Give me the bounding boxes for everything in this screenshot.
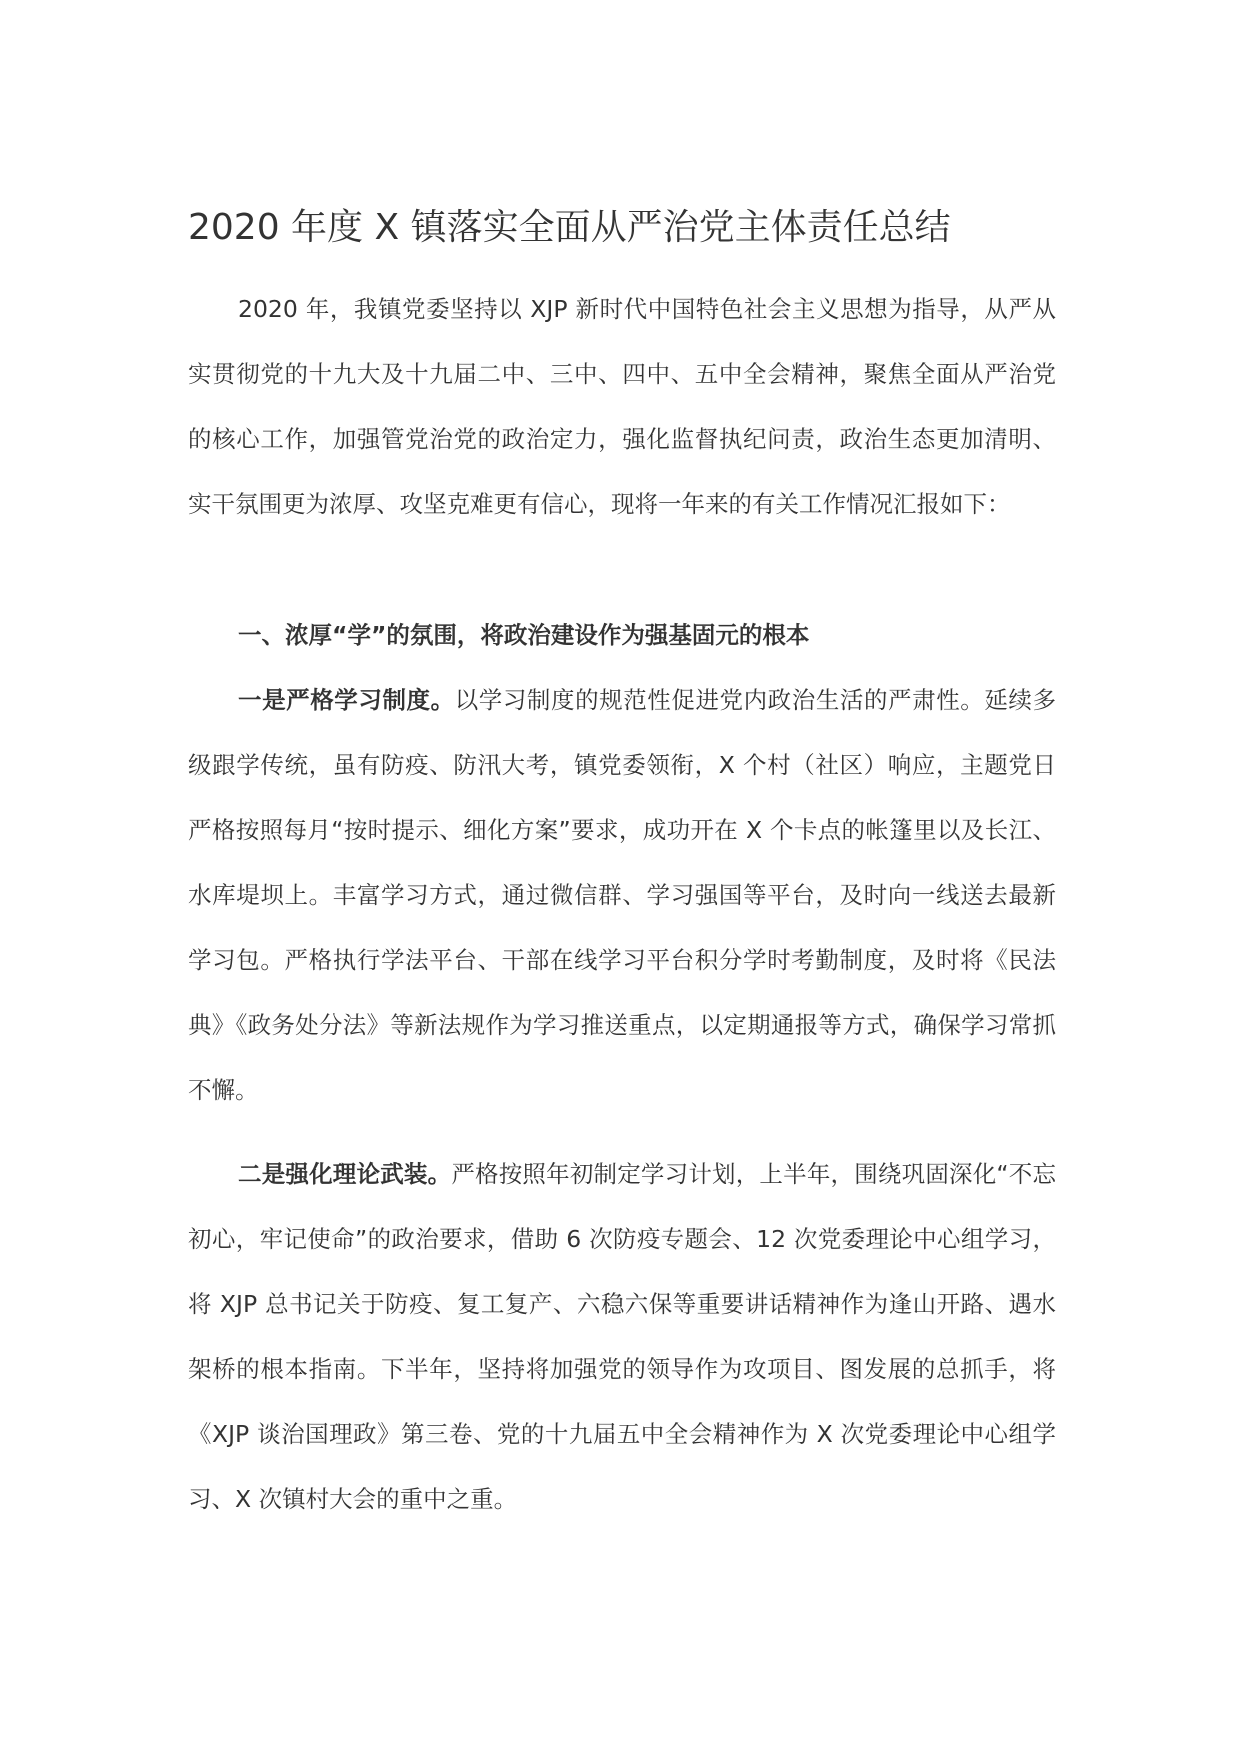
paragraph-strict-study-system [188, 668, 1056, 1123]
paragraph-body: 严格按照年初制定学习计划，上半年，围绕巩固深化“不忘初心，牢记使命”的政治要求，借助 6 次防疫专题会、12 次党委理论中心组学习，将 XJP 总书记关于防疫、复工复产、六稳六保等重要讲话精神作为逢山开路、遇水架桥的根本指南。下半年，坚持将加强党的领导作为攻项目、图发展的总抓手，将《XJP 谈治国理政》第三卷、党的十九届五中全会精神作为 X 次党委理论中心组学习、X 次镇村大会的重中之重。 [188, 1160, 1056, 1513]
paragraph-theory-armament [188, 1142, 1056, 1532]
paragraph-lead: 二是强化理论武装。 [238, 1160, 452, 1188]
paragraph-body: 以学习制度的规范性促进党内政治生活的严肃性。延续多级跟学传统，虽有防疫、防汛大考，镇党委领衔，X 个村（社区）响应，主题党日严格按照每月“按时提示、细化方案”要求，成功开在 X 个卡点的帐篷里以及长江、水库堤坝上。丰富学习方式，通过微信群、学习强国等平台，及时向一线送去最新学习包。严格执行学法平台、干部在线学习平台积分学时考勤制度，及时将《民法典》《政务处分法》等新法规作为学习推送重点，以定期通报等方式，确保学习常抓不懈。 [188, 686, 1057, 1104]
paragraph-lead: 一是严格学习制度。 [238, 686, 455, 714]
section-heading: 一、浓厚“学”的氛围，将政治建设作为强基固元的根本 [238, 621, 810, 649]
intro-paragraph: 2020 年，我镇党委坚持以 XJP 新时代中国特色社会主义思想为指导，从严从实贯彻党的十九大及十九届二中、三中、四中、五中全会精神，聚焦全面从严治党的核心工作，加强管党治党的政治定力，强化监督执纪问责，政治生态更加清明、实干氛围更为浓厚、攻坚克难更有信心，现将一年来的有关工作情况汇报如下： [188, 295, 1056, 518]
document-title: 2020 年度 X 镇落实全面从严治党主体责任总结 [188, 207, 951, 248]
